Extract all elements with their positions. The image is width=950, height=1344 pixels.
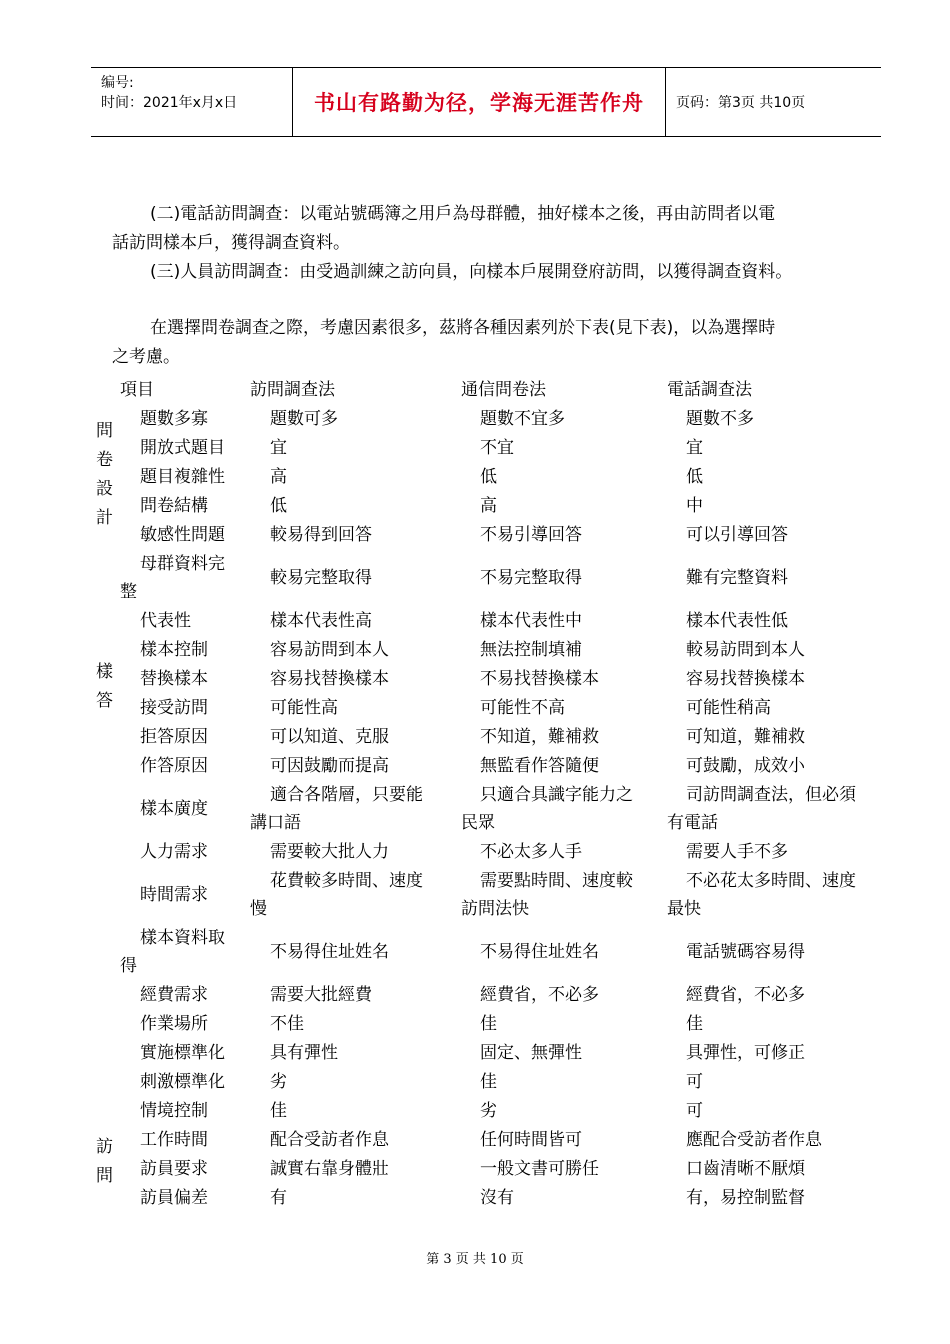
cell-mail-wrap: 民眾: [461, 813, 495, 833]
cell-item: 敏感性問題: [140, 525, 225, 545]
group-label-char: 問: [96, 1166, 113, 1186]
cell-visit: 高: [270, 467, 287, 487]
cell-phone: 具彈性，可修正: [686, 1043, 805, 1063]
cell-visit: 低: [270, 496, 287, 516]
cell-mail: 佳: [480, 1072, 497, 1092]
cell-item: 接受訪問: [140, 698, 208, 718]
cell-mail: 題數不宜多: [480, 409, 565, 429]
cell-visit: 樣本代表性高: [270, 611, 372, 631]
group-label-char: 卷: [96, 450, 113, 470]
cell-mail: 劣: [480, 1101, 497, 1121]
cell-phone: 經費省，不必多: [686, 985, 805, 1005]
cell-phone: 可: [686, 1072, 703, 1092]
cell-item: 問卷結構: [140, 496, 208, 516]
cell-item: 替換樣本: [140, 669, 208, 689]
cell-item: 實施標準化: [140, 1043, 225, 1063]
header-item: 項目: [120, 380, 154, 400]
cell-item: 人力需求: [140, 842, 208, 862]
cell-phone: 較易訪問到本人: [686, 640, 805, 660]
cell-item: 拒答原因: [140, 727, 208, 747]
cell-visit: 誠實右靠身體壯: [270, 1159, 389, 1179]
cell-mail: 高: [480, 496, 497, 516]
cell-mail: 樣本代表性中: [480, 611, 582, 631]
cell-item-wrap: 得: [120, 956, 137, 976]
cell-phone: 可鼓勵，成效小: [686, 756, 805, 776]
group-label-char: 答: [96, 691, 113, 711]
cell-mail: 不知道，難補救: [480, 727, 599, 747]
cell-visit: 需要大批經費: [270, 985, 372, 1005]
group-label: [96, 417, 116, 533]
header-motto: 书山有路勤为径，学海无涯苦作舟: [314, 90, 644, 115]
cell-visit: 不易得住址姓名: [270, 942, 389, 962]
cell-mail: 只適合具識字能力之: [480, 785, 633, 805]
cell-mail: 無法控制填補: [480, 640, 582, 660]
cell-mail: 沒有: [480, 1188, 514, 1208]
cell-item: 樣本控制: [140, 640, 208, 660]
cell-phone: 難有完整資料: [686, 568, 788, 588]
group-label-char: 計: [96, 508, 113, 528]
header-phone: 電話調查法: [667, 380, 752, 400]
cell-mail: 低: [480, 467, 497, 487]
cell-item-wrap: 整: [120, 582, 137, 602]
cell-visit: 可能性高: [270, 698, 338, 718]
cell-mail: 無監看作答隨便: [480, 756, 599, 776]
cell-phone: 口齒清晰不厭煩: [686, 1159, 805, 1179]
number-label: 编号:: [101, 75, 134, 91]
cell-phone: 可以引導回答: [686, 525, 788, 545]
cell-visit: 佳: [270, 1101, 287, 1121]
cell-visit: 花費較多時間、速度: [270, 871, 423, 891]
cell-visit: 題數可多: [270, 409, 338, 429]
paragraph-phone-survey: [112, 200, 872, 258]
cell-mail-wrap: 訪問法快: [461, 899, 529, 919]
cell-visit: 配合受訪者作息: [270, 1130, 389, 1150]
cell-mail: 經費省，不必多: [480, 985, 599, 1005]
cell-item: 題數多寡: [140, 409, 208, 429]
cell-visit: 容易訪問到本人: [270, 640, 389, 660]
cell-visit: 較易完整取得: [270, 568, 372, 588]
cell-mail: 不易引導回答: [480, 525, 582, 545]
cell-item: 題目複雜性: [140, 467, 225, 487]
cell-item: 代表性: [140, 611, 191, 631]
paragraph-personal-survey: [112, 258, 872, 287]
cell-visit: 不佳: [270, 1014, 304, 1034]
paragraph-line: 之考慮。: [112, 347, 180, 367]
cell-phone-wrap: 最快: [667, 899, 701, 919]
group-label-char: 設: [96, 479, 113, 499]
page-header: [91, 67, 881, 137]
cell-visit: 宜: [270, 438, 287, 458]
cell-visit-wrap: 講口語: [250, 813, 301, 833]
cell-phone: 應配合受訪者作息: [686, 1130, 822, 1150]
cell-phone: 低: [686, 467, 703, 487]
cell-item: 作業場所: [140, 1014, 208, 1034]
paragraph-line: (三)人員訪問調查：由受過訓練之訪向員，向樣本戶展開登府訪問，以獲得調查資料。: [150, 262, 793, 282]
paragraph-selection: [112, 314, 872, 372]
cell-visit: 具有彈性: [270, 1043, 338, 1063]
cell-phone: 容易找替換樣本: [686, 669, 805, 689]
cell-item: 訪員偏差: [140, 1188, 208, 1208]
cell-mail: 不宜: [480, 438, 514, 458]
cell-visit: 需要較大批人力: [270, 842, 389, 862]
cell-phone-wrap: 有電話: [667, 813, 718, 833]
header-motto-cell: [293, 68, 666, 136]
header-page-label: 页码：第3页 共10页: [676, 95, 806, 111]
cell-visit: 可因鼓勵而提高: [270, 756, 389, 776]
page-footer: 第 3 页 共 10 页: [426, 1252, 524, 1267]
cell-item: 訪員要求: [140, 1159, 208, 1179]
cell-item: 樣本廣度: [140, 799, 208, 819]
cell-phone: 宜: [686, 438, 703, 458]
cell-item: 工作時間: [140, 1130, 208, 1150]
cell-mail: 一般文書可勝任: [480, 1159, 599, 1179]
cell-phone: 有，易控制監督: [686, 1188, 805, 1208]
cell-phone: 需要人手不多: [686, 842, 788, 862]
cell-visit: 適合各階層，只要能: [270, 785, 423, 805]
cell-phone: 電話號碼容易得: [686, 942, 805, 962]
cell-phone: 佳: [686, 1014, 703, 1034]
cell-item: 刺激標準化: [140, 1072, 225, 1092]
cell-mail: 需要點時間、速度較: [480, 871, 633, 891]
cell-visit: 較易得到回答: [270, 525, 372, 545]
cell-phone: 司訪問調查法，但必須: [686, 785, 856, 805]
header-mail: 通信問卷法: [461, 380, 546, 400]
group-label: [96, 658, 116, 716]
cell-item: 母群資料完: [140, 554, 225, 574]
cell-phone: 樣本代表性低: [686, 611, 788, 631]
cell-item: 作答原因: [140, 756, 208, 776]
cell-phone: 不必花太多時間、速度: [686, 871, 856, 891]
header-page-cell: [666, 68, 881, 136]
cell-visit: 可以知道、克服: [270, 727, 389, 747]
header-meta: [91, 68, 293, 136]
cell-item: 情境控制: [140, 1101, 208, 1121]
paragraph-line: (二)電話訪問調查：以電站號碼簿之用戶為母群體，抽好樣本之後，再由訪問者以電: [150, 204, 776, 224]
cell-mail: 不易找替換樣本: [480, 669, 599, 689]
group-label: [96, 1133, 116, 1191]
cell-phone: 可: [686, 1101, 703, 1121]
cell-mail: 不易得住址姓名: [480, 942, 599, 962]
paragraph-line: 話訪問樣本戶，獲得調查資料。: [112, 233, 350, 253]
group-label-char: 問: [96, 421, 113, 441]
group-label-char: 樣: [96, 662, 113, 682]
cell-item: 時間需求: [140, 885, 208, 905]
cell-mail: 固定、無彈性: [480, 1043, 582, 1063]
cell-visit: 劣: [270, 1072, 287, 1092]
cell-phone: 中: [686, 496, 703, 516]
time-label: 时间：2021年x月x日: [101, 95, 238, 111]
cell-mail: 不易完整取得: [480, 568, 582, 588]
cell-item: 經費需求: [140, 985, 208, 1005]
cell-mail: 可能性不高: [480, 698, 565, 718]
paragraph-line: 在選擇問卷調查之際，考慮因素很多，茲將各種因素列於下表(見下表)，以為選擇時: [150, 318, 776, 338]
cell-visit: 有: [270, 1188, 287, 1208]
cell-phone: 可知道，難補救: [686, 727, 805, 747]
cell-visit: 容易找替換樣本: [270, 669, 389, 689]
cell-mail: 任何時間皆可: [480, 1130, 582, 1150]
header-visit: 訪問調查法: [250, 380, 335, 400]
cell-mail: 佳: [480, 1014, 497, 1034]
cell-phone: 可能性稍高: [686, 698, 771, 718]
cell-phone: 題數不多: [686, 409, 754, 429]
group-label-char: 訪: [96, 1137, 113, 1157]
cell-mail: 不必太多人手: [480, 842, 582, 862]
cell-item: 樣本資料取: [140, 928, 225, 948]
cell-item: 開放式題目: [140, 438, 225, 458]
cell-visit-wrap: 慢: [250, 899, 267, 919]
